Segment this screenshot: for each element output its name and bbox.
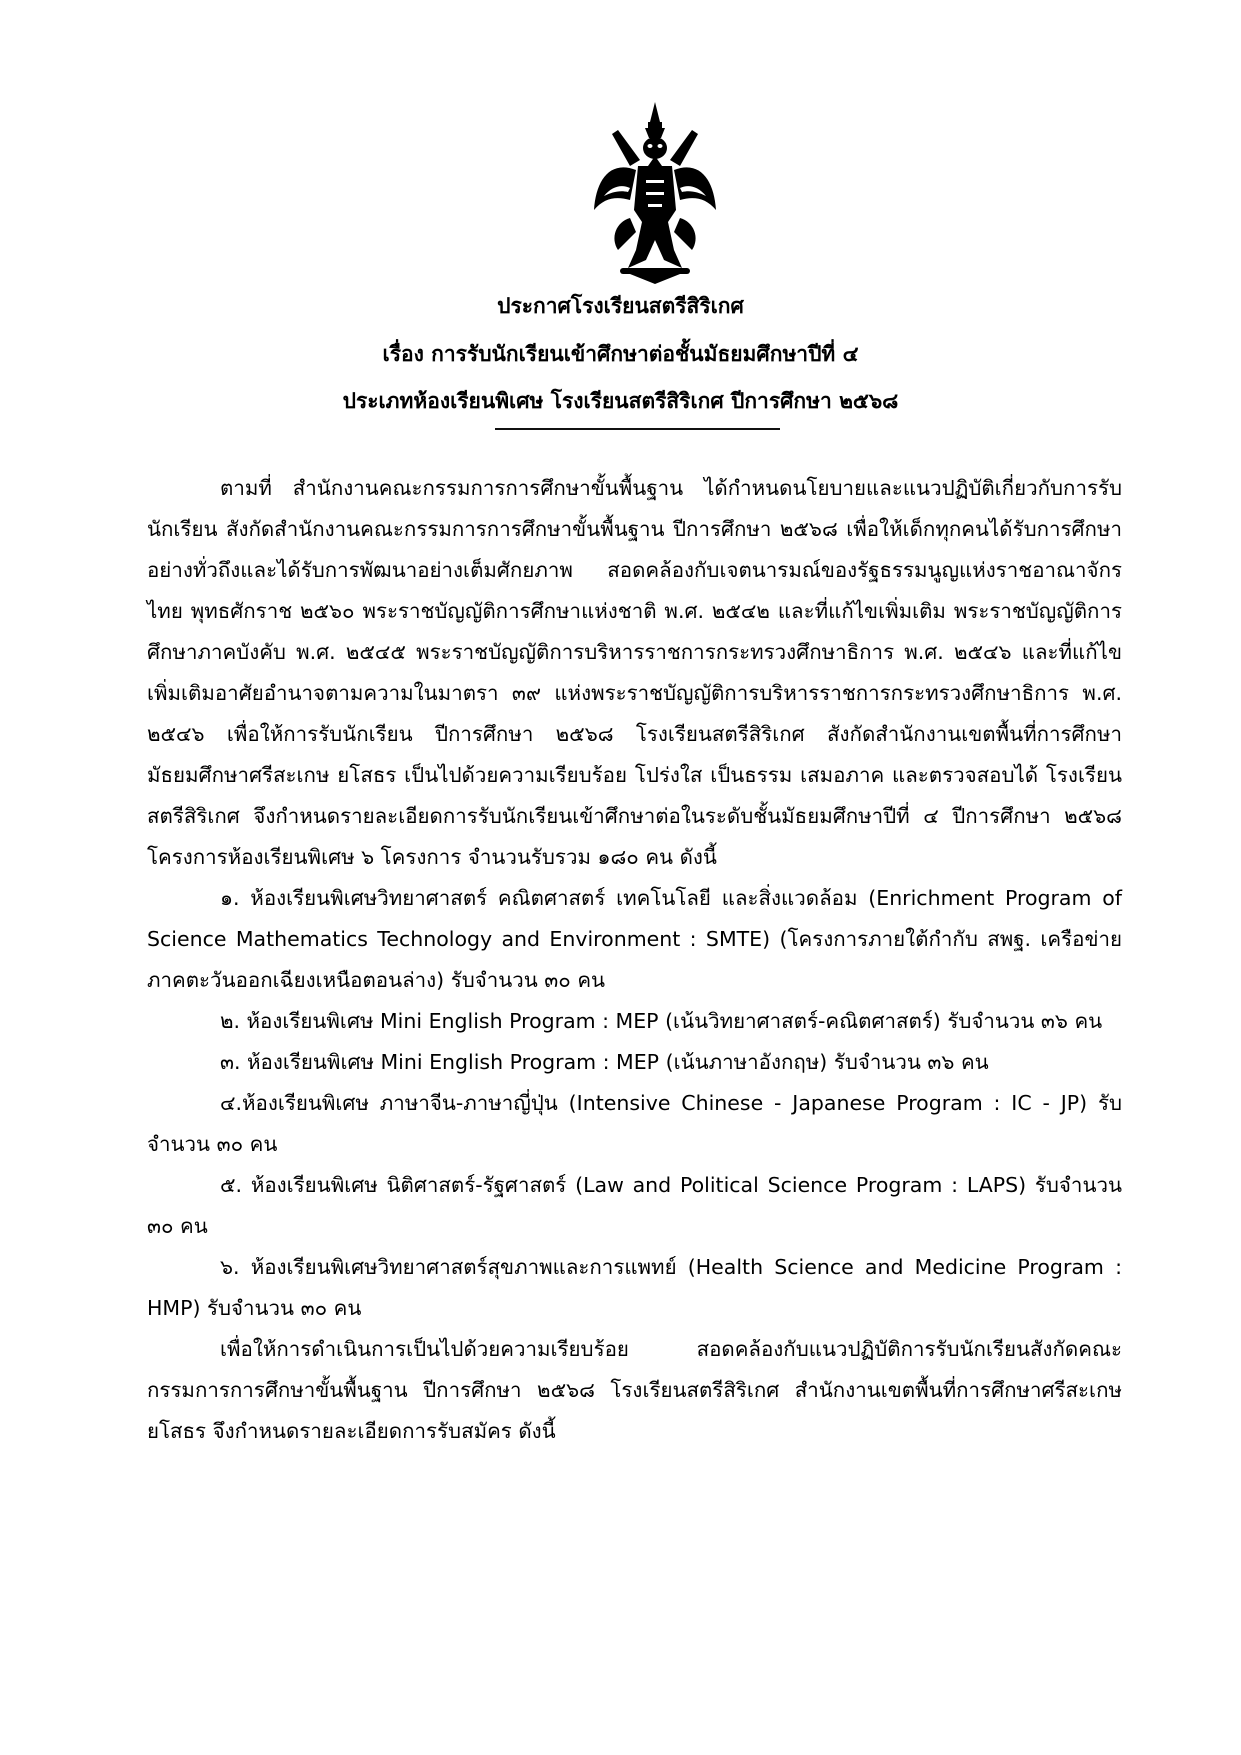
intro-paragraph: ตามที่ สำนักงานคณะกรรมการการศึกษาขั้นพื้นฐาน ได้กำหนดนโยบายและแนวปฏิบัติเกี่ยวกับการรับนักเรียน สังกัดสำนักงานคณะกรรมการการศึกษาขั้นพื้นฐาน ปีการศึกษา ๒๕๖๘ เพื่อให้เด็กทุกคนได้รับการศึกษาอย่างทั่วถึงและได้รับการพัฒนาอย่างเต็มศักยภาพ สอดคล้องกับเจตนารมณ์ของรัฐธรรมนูญแห่งราชอาณาจักรไทย พุทธศักราช ๒๕๖๐ พระราชบัญญัติการศึกษาแห่งชาติ พ.ศ. ๒๕๔๒ และที่แก้ไขเพิ่มเติม พระราชบัญญัติการศึกษาภาคบังคับ พ.ศ. ๒๕๔๕ พระราชบัญญัติการบริหารราชการกระทรวงศึกษาธิการ พ.ศ. ๒๕๔๖ และที่แก้ไขเพิ่มเติมอาศัยอำนาจตามความในมาตรา ๓๙ แห่งพระราชบัญญัติการบริหารราชการกระทรวงศึกษาธิการ พ.ศ. ๒๕๔๖ เพื่อให้การรับนักเรียน ปีการศึกษา ๒๕๖๘ โรงเรียนสตรีสิริเกศ สังกัดสำนักงานเขตพื้นที่การศึกษามัธยมศึกษาศรีสะเกษ ยโสธร เป็นไปด้วยความเรียบร้อย โปร่งใส เป็นธรรม เสมอภาค และตรวจสอบได้ โรงเรียนสตรีสิริเกศ จึงกำหนดรายละเอียดการรับนักเรียนเข้าศึกษาต่อในระดับชั้นมัธยมศึกษาปีที่ ๔ ปีการศึกษา ๒๕๖๘ โครงการห้องเรียนพิเศษ ๖ โครงการ จำนวนรับรวม ๑๘๐ คน ดังนี้ xyxy=(147,476,1122,869)
announcement-subject-detail: ประเภทห้องเรียนพิเศษ โรงเรียนสตรีสิริเกศ ปีการศึกษา ๒๕๖๘ xyxy=(342,389,899,413)
announcement-title: ประกาศโรงเรียนสตรีสิริเกศ xyxy=(497,294,744,318)
program-item: ๖. ห้องเรียนพิเศษวิทยาศาสตร์สุขภาพและการแพทย์ (Health Science and Medicine Program : HMP) รับจำนวน ๓๐ คน xyxy=(147,1255,1122,1320)
program-item: ๒. ห้องเรียนพิเศษ Mini English Program : MEP (เน้นวิทยาศาสตร์-คณิตศาสตร์) รับจำนวน ๓๖ คน xyxy=(220,1009,1103,1033)
garuda-emblem-icon xyxy=(590,100,720,285)
title-divider xyxy=(495,428,780,430)
announcement-body xyxy=(147,468,1122,1452)
program-item: ๔.ห้องเรียนพิเศษ ภาษาจีน-ภาษาญี่ปุ่น (Intensive Chinese - Japanese Program : IC - JP) รับจำนวน ๓๐ คน xyxy=(147,1091,1122,1156)
program-item: ๓. ห้องเรียนพิเศษ Mini English Program : MEP (เน้นภาษาอังกฤษ) รับจำนวน ๓๖ คน xyxy=(220,1050,989,1074)
program-item: ๕. ห้องเรียนพิเศษ นิติศาสตร์-รัฐศาสตร์ (Law and Political Science Program : LAPS) รับจำนวน ๓๐ คน xyxy=(147,1173,1122,1238)
closing-paragraph: เพื่อให้การดำเนินการเป็นไปด้วยความเรียบร้อย สอดคล้องกับแนวปฏิบัติการรับนักเรียนสังกัดคณะกรรมการการศึกษาขั้นพื้นฐาน ปีการศึกษา ๒๕๖๘ โรงเรียนสตรีสิริเกศ สำนักงานเขตพื้นที่การศึกษาศรีสะเกษ ยโสธร จึงกำหนดรายละเอียดการรับสมัคร ดังนี้ xyxy=(147,1337,1122,1443)
program-item: ๑. ห้องเรียนพิเศษวิทยาศาสตร์ คณิตศาสตร์ เทคโนโลยี และสิ่งแวดล้อม (Enrichment Program of Science Mathematics Technology and Environment : SMTE) (โครงการภายใต้กำกับ สพฐ. เครือข่ายภาคตะวันออกเฉียงเหนือตอนล่าง) รับจำนวน ๓๐ คน xyxy=(147,886,1122,992)
announcement-subject: เรื่อง การรับนักเรียนเข้าศึกษาต่อชั้นมัธยมศึกษาปีที่ ๔ xyxy=(382,342,859,366)
